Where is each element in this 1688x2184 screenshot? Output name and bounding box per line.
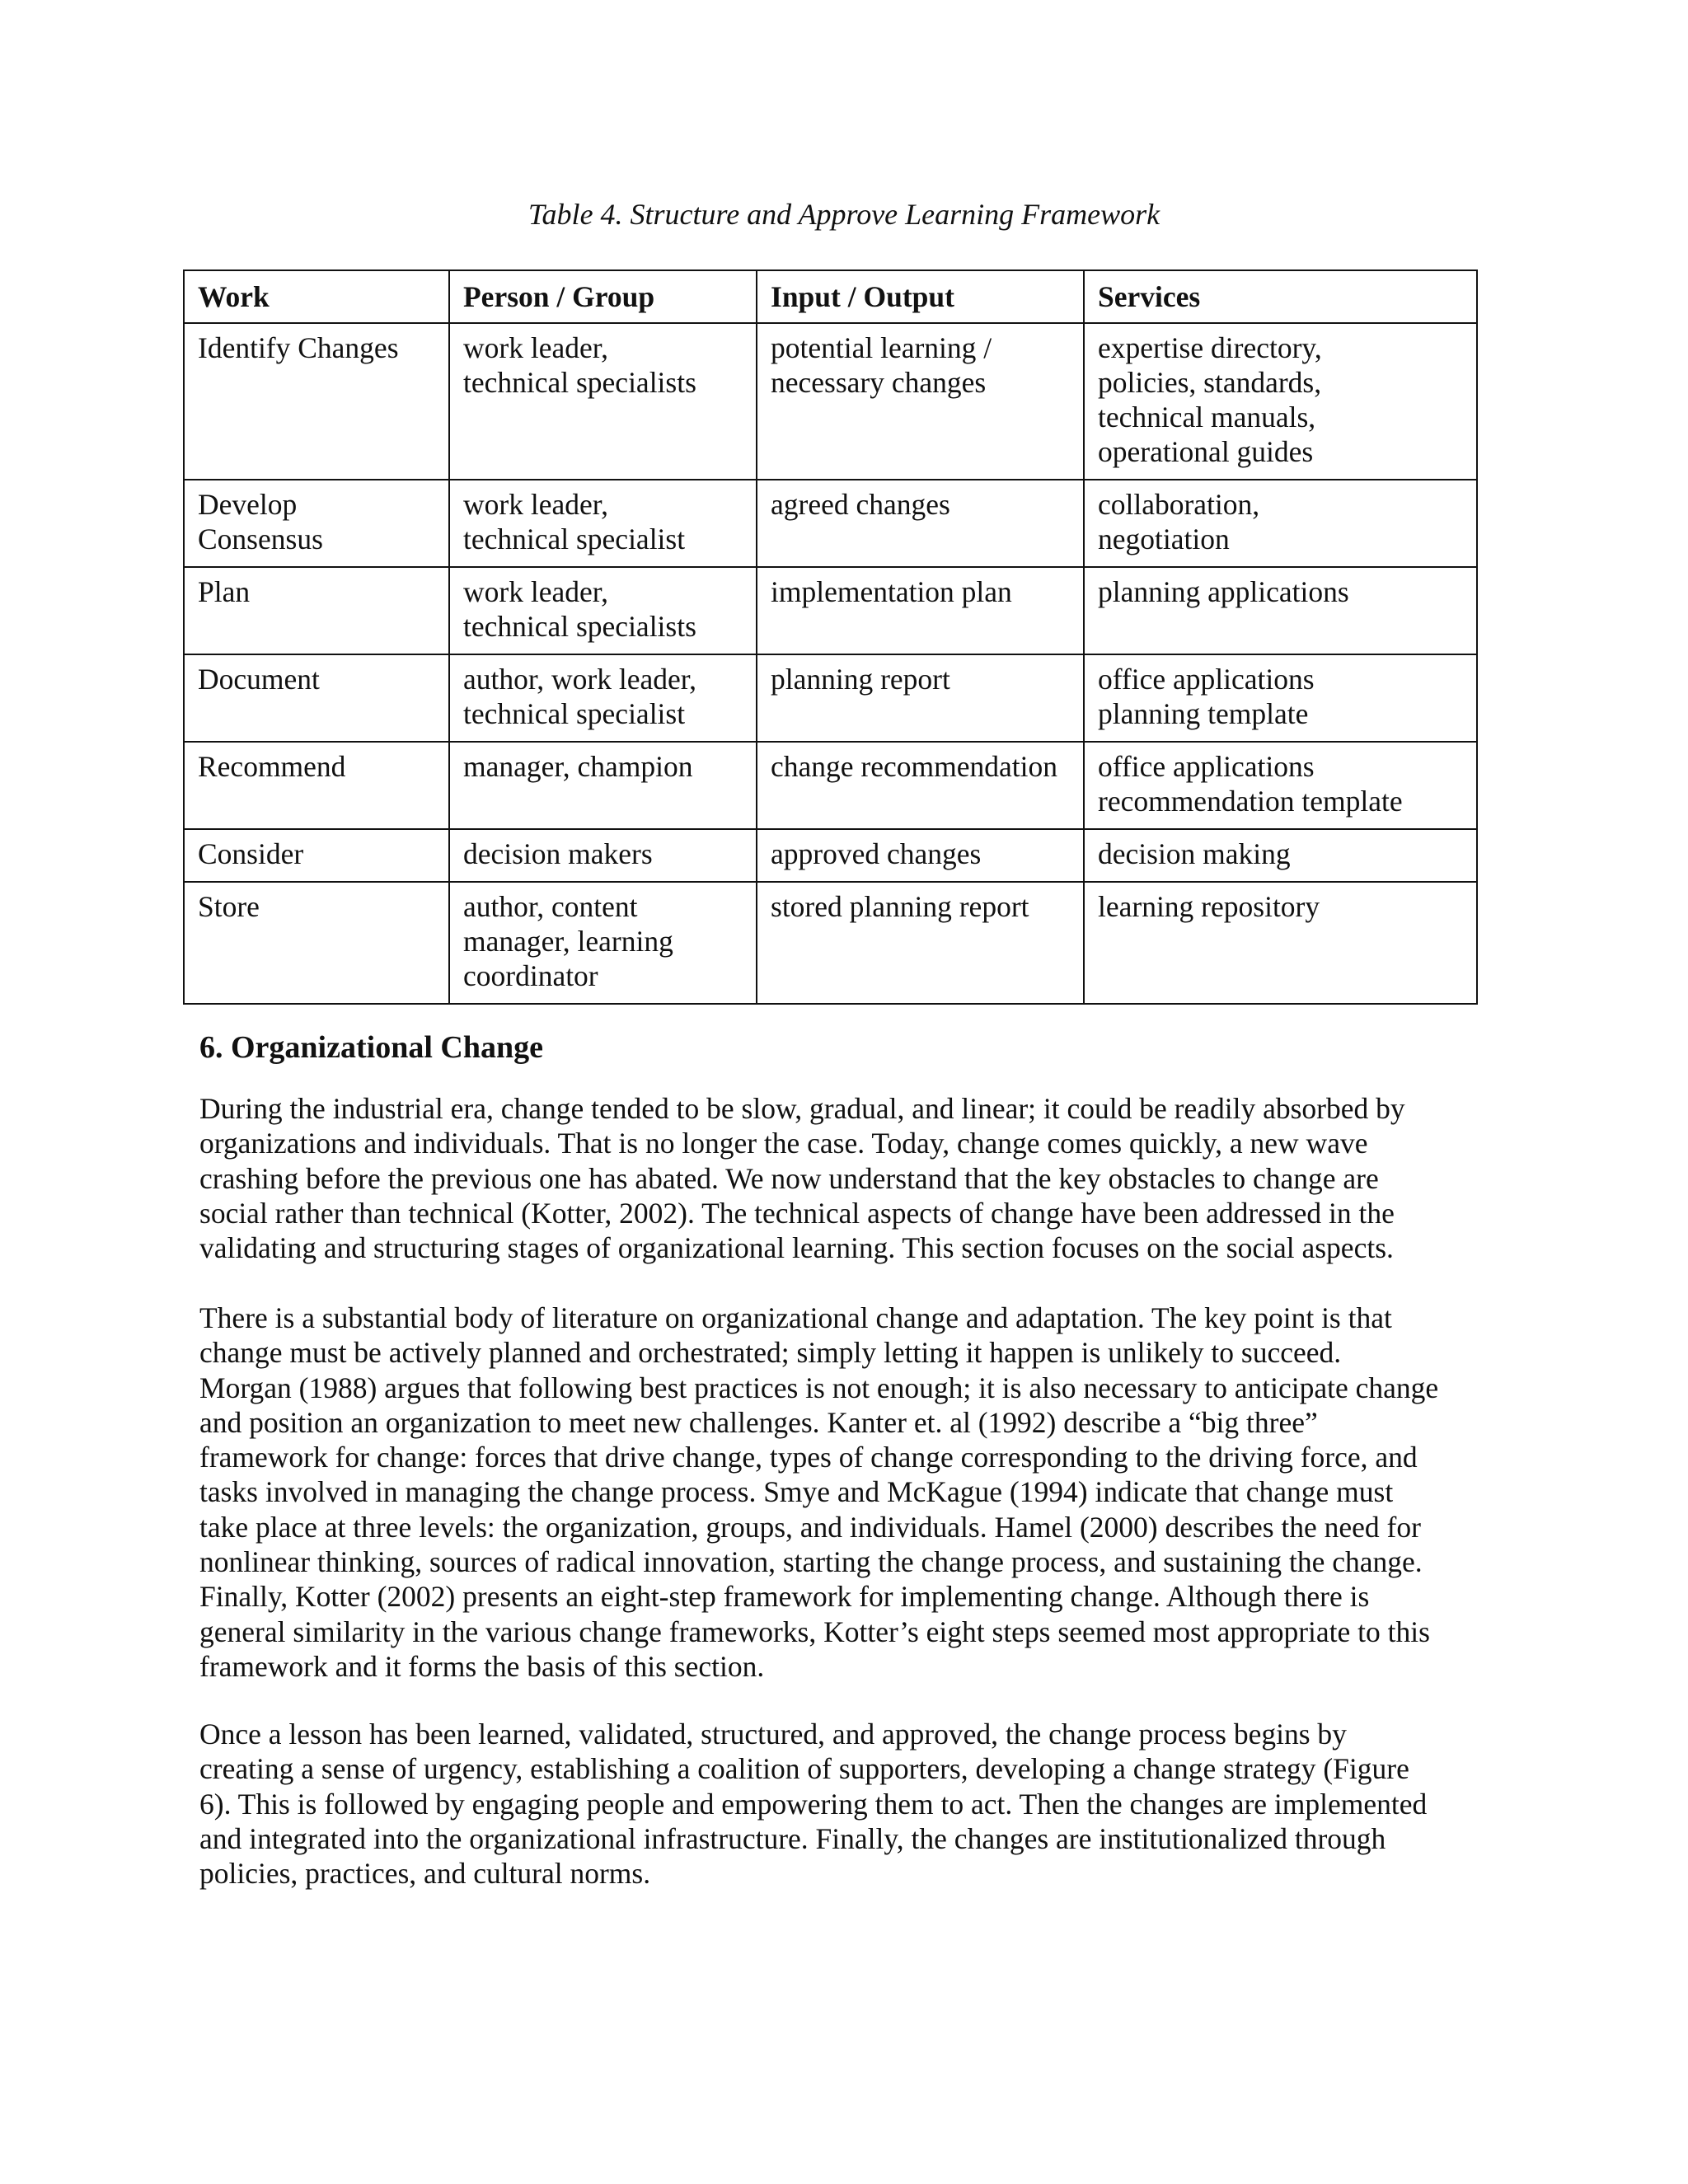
cell-line: Identify Changes [198, 331, 399, 364]
cell-line: manager, champion [463, 750, 693, 783]
text-line: validating and structuring stages of organizational learning. This section focuses on the social aspects. [199, 1231, 1394, 1265]
cell-line: recommendation template [1098, 785, 1403, 818]
header-input-output: Input / Output [757, 270, 1084, 323]
text-line: Once a lesson has been learned, validated, structured, and approved, the change process begins by [199, 1718, 1347, 1750]
table-row [184, 480, 1477, 567]
cell-work [184, 829, 449, 882]
cell-work [184, 480, 449, 567]
paragraph-1 [199, 1091, 1518, 1265]
cell-input-output [757, 567, 1084, 654]
text-line: and position an organization to meet new challenges. Kanter et. al (1992) describe a “big three” [199, 1405, 1318, 1439]
cell-services [1084, 829, 1477, 882]
table-row [184, 567, 1477, 654]
table-row [184, 654, 1477, 742]
cell-services [1084, 567, 1477, 654]
cell-person-group [449, 567, 757, 654]
text-line: framework and it forms the basis of this section. [199, 1649, 765, 1683]
cell-line: agreed changes [771, 488, 950, 521]
text-line: 6). This is followed by engaging people and empowering them to act. Then the changes are implemented [199, 1787, 1428, 1821]
cell-line: office applications [1098, 750, 1315, 783]
cell-line: stored planning report [771, 890, 1029, 923]
text-line: framework for change: forces that drive change, types of change corresponding to the driving force, and [199, 1441, 1418, 1474]
cell-input-output [757, 742, 1084, 829]
cell-services [1084, 480, 1477, 567]
cell-line: operational guides [1098, 435, 1314, 468]
cell-line: decision making [1098, 837, 1291, 870]
cell-line: planning applications [1098, 575, 1349, 608]
cell-line: technical manuals, [1098, 401, 1316, 434]
cell-line: coordinator [463, 959, 598, 992]
cell-line: learning repository [1098, 890, 1320, 923]
cell-input-output [757, 323, 1084, 480]
text-line: policies, practices, and cultural norms. [199, 1857, 651, 1891]
table-row [184, 882, 1477, 1004]
cell-line: planning template [1098, 697, 1309, 730]
cell-input-output [757, 654, 1084, 742]
paragraph-3 [199, 1717, 1518, 1891]
header-services: Services [1084, 270, 1477, 323]
table-row [184, 829, 1477, 882]
table-row [184, 323, 1477, 480]
section-heading: 6. Organizational Change [199, 1030, 543, 1065]
cell-work [184, 882, 449, 1004]
text-line: Morgan (1988) argues that following best practices is not enough; it is also necessary to anticipate change [199, 1371, 1439, 1404]
cell-input-output [757, 480, 1084, 567]
cell-work [184, 654, 449, 742]
text-line: change must be actively planned and orchestrated; simply letting it happen is unlikely to succeed. [199, 1336, 1342, 1370]
cell-line: Consider [198, 837, 304, 870]
cell-line: planning report [771, 663, 950, 696]
cell-work [184, 567, 449, 654]
cell-line: collaboration, [1098, 488, 1260, 521]
cell-person-group [449, 742, 757, 829]
cell-person-group [449, 480, 757, 567]
text-line: creating a sense of urgency, establishing a coalition of supporters, developing a change strategy (Figure [199, 1752, 1409, 1786]
table-header-row [184, 270, 1477, 323]
text-line: tasks involved in managing the change process. Smye and McKague (1994) indicate that change must [199, 1475, 1394, 1509]
cell-line: Store [198, 890, 260, 923]
text-line: crashing before the previous one has abated. We now understand that the key obstacles to change are [199, 1161, 1379, 1195]
cell-person-group [449, 323, 757, 480]
cell-work [184, 742, 449, 829]
cell-line: expertise directory, [1098, 331, 1322, 364]
learning-framework-table [183, 269, 1478, 1005]
cell-line: change recommendation [771, 750, 1057, 783]
cell-line: Plan [198, 575, 251, 608]
cell-services [1084, 742, 1477, 829]
cell-line: negotiation [1098, 523, 1230, 555]
cell-line: author, content [463, 890, 638, 923]
cell-line: necessary changes [771, 366, 987, 399]
cell-line: decision makers [463, 837, 653, 870]
cell-line: potential learning / [771, 331, 992, 364]
cell-line: office applications [1098, 663, 1315, 696]
cell-line: technical specialists [463, 610, 696, 643]
cell-line: manager, learning [463, 925, 673, 958]
table-row [184, 742, 1477, 829]
paragraph-2 [199, 1301, 1518, 1684]
cell-line: work leader, [463, 575, 608, 608]
header-work: Work [184, 270, 449, 323]
text-line: take place at three levels: the organization, groups, and individuals. Hamel (2000) describes the need for [199, 1510, 1421, 1544]
cell-person-group [449, 829, 757, 882]
text-line: general similarity in the various change frameworks, Kotter’s eight steps seemed most appropriate to this [199, 1615, 1430, 1648]
cell-input-output [757, 882, 1084, 1004]
text-line: organizations and individuals. That is no longer the case. Today, change comes quickly, a new wave [199, 1127, 1368, 1160]
text-line: During the industrial era, change tended to be slow, gradual, and linear; it could be readily absorbed by [199, 1092, 1405, 1125]
cell-services [1084, 882, 1477, 1004]
cell-line: Consensus [198, 523, 323, 555]
cell-line: technical specialist [463, 523, 686, 555]
cell-person-group [449, 882, 757, 1004]
cell-line: policies, standards, [1098, 366, 1322, 399]
text-line: Finally, Kotter (2002) presents an eight-step framework for implementing change. Although there is [199, 1580, 1370, 1614]
cell-line: Develop [198, 488, 298, 521]
text-line: nonlinear thinking, sources of radical innovation, starting the change process, and sustaining the change. [199, 1545, 1423, 1579]
text-line: There is a substantial body of literature on organizational change and adaptation. The key point is that [199, 1301, 1392, 1334]
cell-line: work leader, [463, 331, 608, 364]
cell-input-output [757, 829, 1084, 882]
cell-line: Document [198, 663, 320, 696]
cell-work [184, 323, 449, 480]
table-caption: Table 4. Structure and Approve Learning Framework [528, 198, 1160, 231]
cell-person-group [449, 654, 757, 742]
cell-line: approved changes [771, 837, 982, 870]
cell-line: implementation plan [771, 575, 1012, 608]
cell-services [1084, 323, 1477, 480]
text-line: and integrated into the organizational infrastructure. Finally, the changes are institutionalized through [199, 1821, 1386, 1855]
header-person-group: Person / Group [449, 270, 757, 323]
cell-line: work leader, [463, 488, 608, 521]
cell-line: technical specialist [463, 697, 686, 730]
cell-line: technical specialists [463, 366, 696, 399]
cell-line: Recommend [198, 750, 346, 783]
cell-services [1084, 654, 1477, 742]
text-line: social rather than technical (Kotter, 2002). The technical aspects of change have been addressed in the [199, 1196, 1395, 1230]
cell-line: author, work leader, [463, 663, 697, 696]
